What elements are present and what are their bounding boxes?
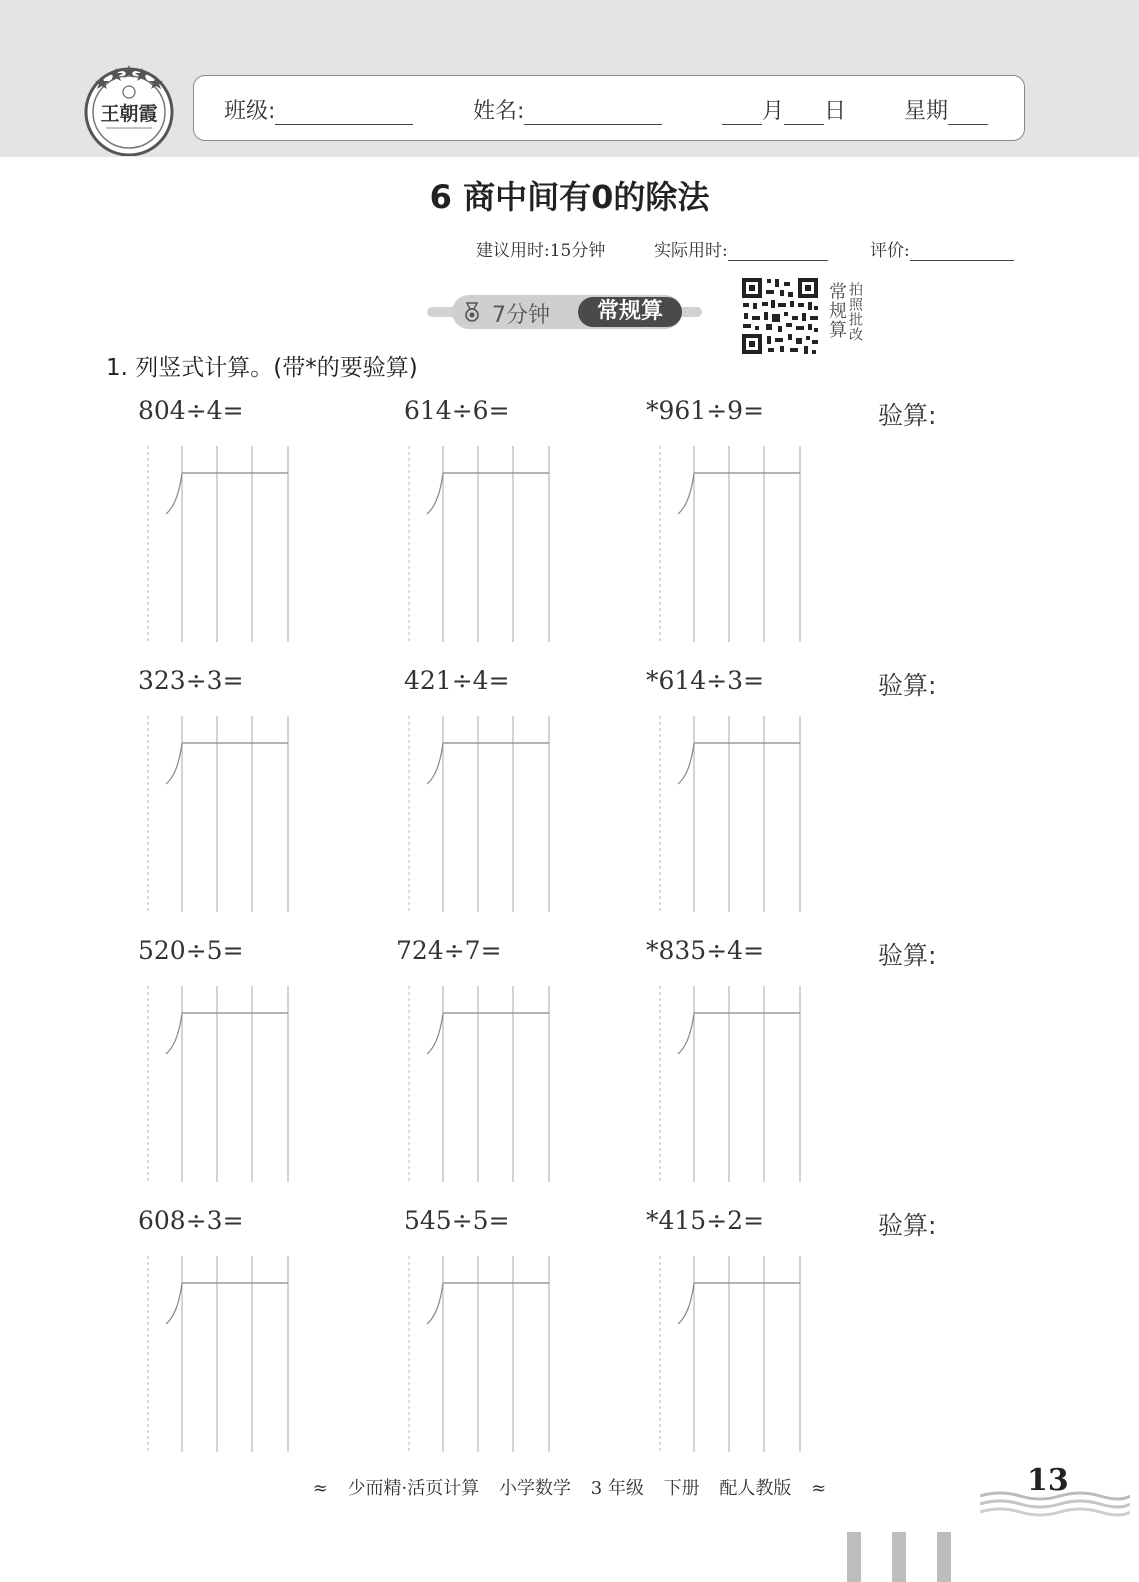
problem-3-2: 724÷7= [396,936,502,965]
section-pill [452,295,682,329]
wave-icon: ≈ [811,1478,827,1499]
problem-1-1: 804÷4= [138,396,244,425]
division-grid[interactable] [140,1256,290,1452]
problem-4-3: *415÷2= [646,1206,765,1235]
division-grid[interactable] [401,446,551,642]
weekday-field[interactable] [904,94,988,125]
problem-4-2: 545÷5= [404,1206,510,1235]
check-label-3: 验算: [878,941,937,970]
division-grid[interactable] [652,716,802,912]
medal-icon [462,302,482,322]
qr-label-right: 拍照批改 [847,282,863,342]
actual-time-label: 实际用时: [654,241,728,261]
division-grid[interactable] [140,446,290,642]
actual-time-field[interactable] [654,236,828,261]
page-tab-bars [847,1532,957,1582]
footer-subject: 小学数学 [499,1478,572,1499]
problem-2-3: *614÷3= [646,666,765,695]
footer-info [0,1474,1139,1500]
wave-icon: ≈ [312,1478,328,1499]
problem-3-3: *835÷4= [646,936,765,965]
month-label: 月 [762,99,785,124]
section-tag: 常规算 [578,297,682,327]
wave-decoration-icon [980,1488,1130,1520]
division-grid[interactable] [401,986,551,1182]
footer-grade: 3 年级 [590,1478,644,1499]
section-minutes: 7分钟 [492,303,550,328]
rating-label: 评价: [870,241,910,261]
division-grid[interactable] [140,986,290,1182]
problem-1-3: *961÷9= [646,396,765,425]
footer-series: 少而精·活页计算 [347,1478,480,1499]
footer-volume: 下册 [663,1478,700,1499]
class-field[interactable] [224,94,413,125]
check-label-4: 验算: [878,1211,937,1240]
qr-code-icon[interactable] [740,276,820,356]
class-label: 班级: [224,99,276,124]
problem-4-1: 608÷3= [138,1206,244,1235]
division-grid[interactable] [140,716,290,912]
brand-logo [82,62,176,156]
day-label: 日 [824,99,847,124]
division-grid[interactable] [401,716,551,912]
page-number: 13 [1027,1463,1069,1498]
page-title: 6 商中间有0的除法 [429,178,710,216]
check-label-2: 验算: [878,671,937,700]
question-1-label: 1. 列竖式计算。(带*的要验算) [106,355,418,381]
week-label: 星期 [904,99,949,124]
footer-edition: 配人教版 [719,1478,792,1499]
suggested-time: 建议用时:15分钟 [476,241,606,261]
division-grid[interactable] [401,1256,551,1452]
problem-2-2: 421÷4= [404,666,510,695]
logo-text: 王朝霞 [100,103,158,125]
qr-label-left: 常规算 [826,282,847,339]
check-label-1: 验算: [878,401,937,430]
name-label: 姓名: [473,99,525,124]
division-grid[interactable] [652,1256,802,1452]
date-field[interactable] [722,94,846,125]
problem-3-1: 520÷5= [138,936,244,965]
rating-field[interactable] [870,236,1014,261]
problem-1-2: 614÷6= [404,396,510,425]
problem-2-1: 323÷3= [138,666,244,695]
name-field[interactable] [473,94,662,125]
division-grid[interactable] [652,986,802,1182]
student-info-box [193,75,1025,141]
division-grid[interactable] [652,446,802,642]
